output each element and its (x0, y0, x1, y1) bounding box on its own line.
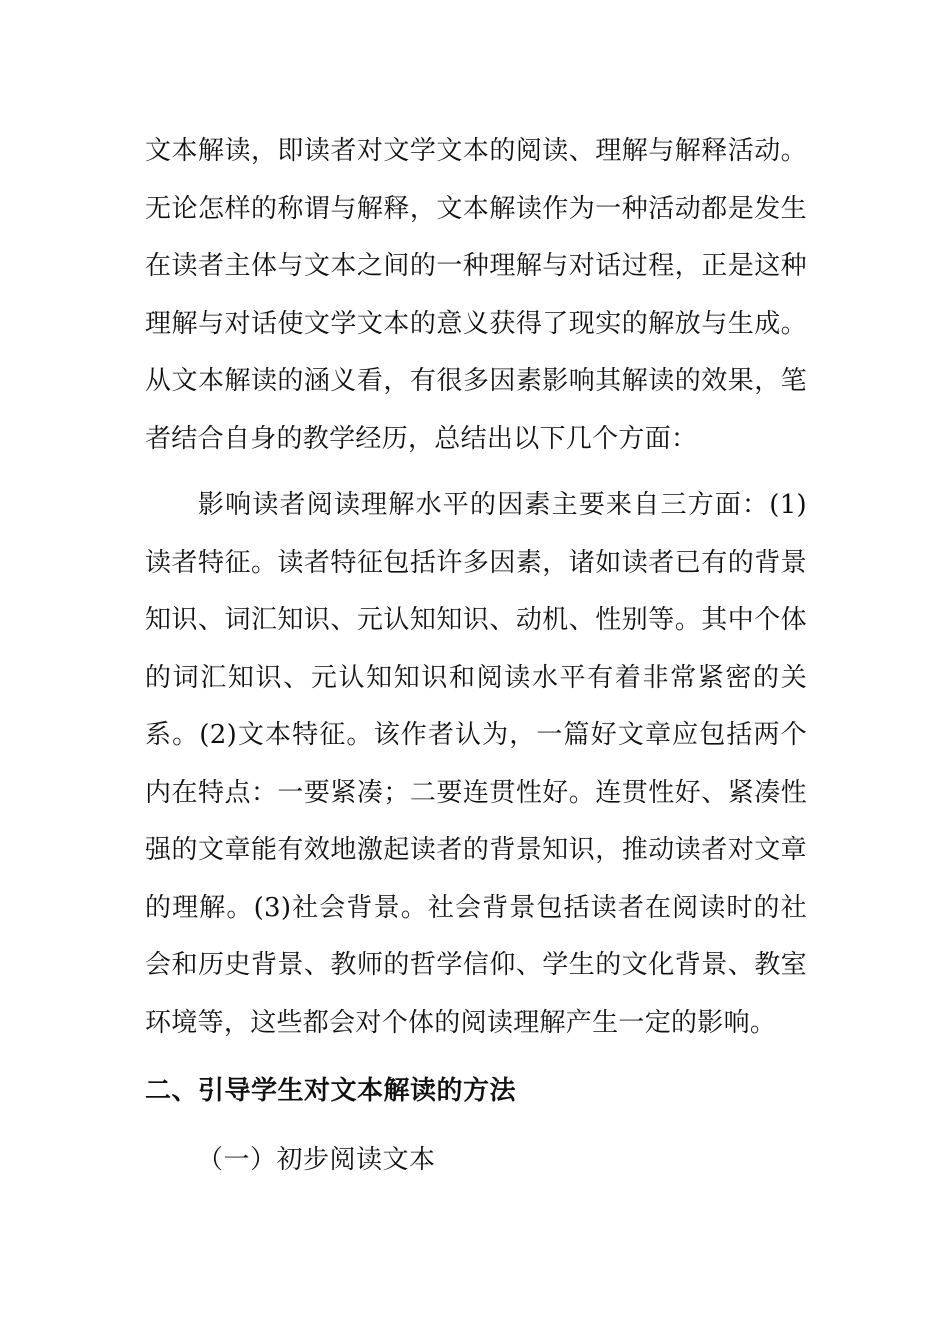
subsection-heading: （一）初步阅读文本 (197, 1145, 436, 1175)
paragraph-text-interpretation (145, 123, 807, 468)
paragraph-1-text: 文本解读，即读者对文学文本的阅读、理解与解释活动。无论怎样的称谓与解释，文本解读作为一种活动都是发生在读者主体与文本之间的一种理解与对话过程，正是这种理解与对话使文学文本的意义获得了现实的解放与生成。从文本解读的涵义看，有很多因素影响其解读的效果，笔者结合自身的教学经历，总结出以下几个方面： (145, 136, 807, 454)
section-heading: 二、引导学生对文本解读的方法 (145, 1076, 517, 1106)
paragraph-2-text: 影响读者阅读理解水平的因素主要来自三方面：(1)读者特征。读者特征包括许多因素，诸如读者已有的背景知识、词汇知识、元认知知识、动机、性别等。其中个体的词汇知识、元认知知识和阅读水平有着非常紧密的关系。(2)文本特征。该作者认为，一篇好文章应包括两个内在特点：一要紧凑；二要连贯性好。连贯性好、紧凑性强的文章能有效地激起读者的背景知识，推动读者对文章的理解。(3)社会背景。社会背景包括读者在阅读时的社会和历史背景、教师的哲学信仰、学生的文化背景、教室环境等，这些都会对个体的阅读理解产生一定的影响。 (145, 490, 807, 1038)
paragraph-influencing-factors (145, 477, 807, 1052)
